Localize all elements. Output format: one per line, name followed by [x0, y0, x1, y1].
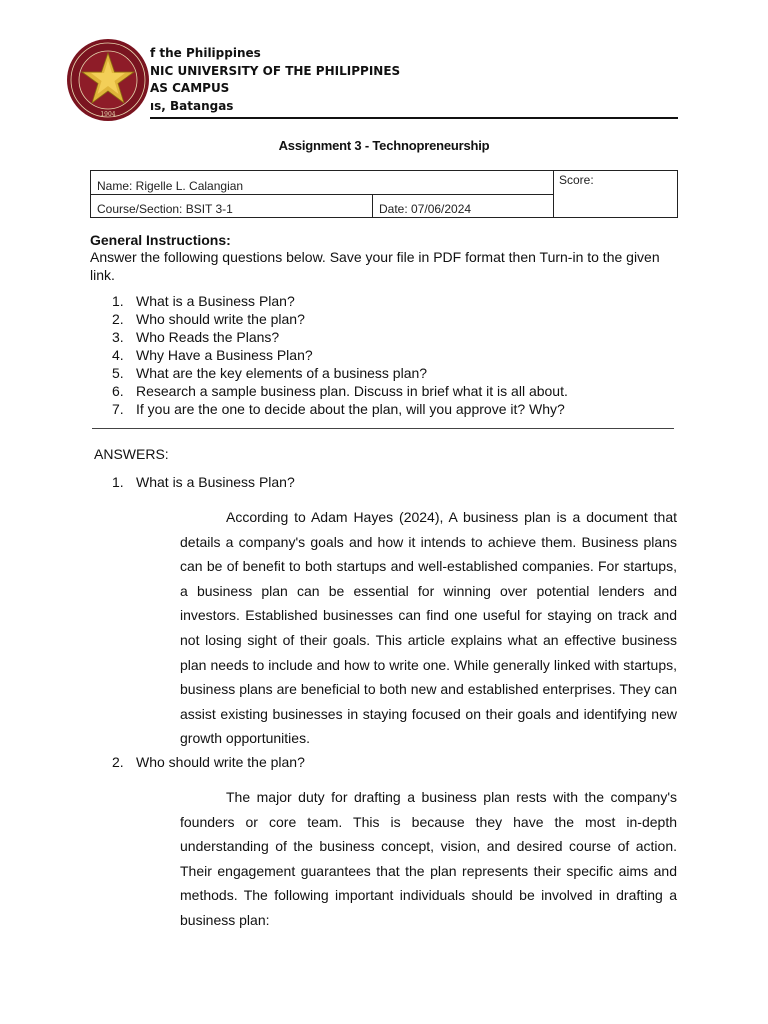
- score-label: Score:: [559, 173, 594, 187]
- list-item: 4. Why Have a Business Plan?: [112, 347, 313, 363]
- list-item: 5. What are the key elements of a business plan?: [112, 365, 428, 381]
- answer-question-2: 2. Who should write the plan?: [112, 754, 305, 770]
- answer-question-1: 1. What is a Business Plan?: [112, 474, 295, 490]
- header-line: f the Philippines: [150, 46, 261, 60]
- header-line: NIC UNIVERSITY OF THE PHILIPPINES: [150, 63, 401, 78]
- list-item: 7. If you are the one to decide about the plan, will you approve it? Why?: [112, 401, 565, 417]
- list-item: 3. Who Reads the Plans?: [112, 329, 280, 345]
- student-info-table: [90, 170, 678, 218]
- section-divider: [92, 428, 674, 429]
- university-header: [150, 45, 400, 115]
- submission-date: Date: 07/06/2024: [379, 202, 472, 216]
- question-list: [112, 292, 568, 418]
- answer-paragraph-2: The major duty for drafting a business plan rests with the company's founders or core team. This is because they have the most in-depth understanding of the business concept, vision, and desired course of action. Their engagement guarantees that the plan represents their specific aims and methods. The following important individuals should be involved in drafting a business plan:: [180, 789, 677, 928]
- instructions-heading: General Instructions:: [90, 232, 231, 248]
- header-line: ıs, Batangas: [150, 98, 234, 113]
- course-section: Course/Section: BSIT 3-1: [97, 202, 233, 216]
- answer-paragraph-1: According to Adam Hayes (2024), A business plan is a document that details a company's goals and how it intends to achieve them. Business plans can be of benefit to both startups and well-established companies. For startups, a business plan can be essential for winning over potential lenders and investors. Established businesses can find one useful for staying on track and not losing sight of their goals. This article explains what an effective business plan needs to include and how to write one. While generally linked with startups, business plans are beneficial to both new and established enterprises. They can assist existing businesses in staying focused on their goals and identifying new growth opportunities.: [180, 509, 677, 747]
- document-title: Assignment 3 - Technopreneurship: [278, 138, 490, 153]
- header-line: AS CAMPUS: [150, 81, 230, 95]
- list-item: 2. Who should write the plan?: [112, 311, 305, 327]
- instructions-text: Answer the following questions below. Save your file in PDF format then Turn-in to the given link.: [90, 249, 660, 283]
- university-seal-logo: [66, 38, 150, 122]
- list-item: 6. Research a sample business plan. Discuss in brief what it is all about.: [112, 383, 568, 399]
- answers-heading: ANSWERS:: [94, 446, 169, 462]
- student-name: Name: Rigelle L. Calangian: [97, 179, 244, 193]
- svg-text:1904: 1904: [100, 111, 116, 118]
- list-item: 1. What is a Business Plan?: [112, 293, 295, 309]
- header-divider: [150, 117, 678, 119]
